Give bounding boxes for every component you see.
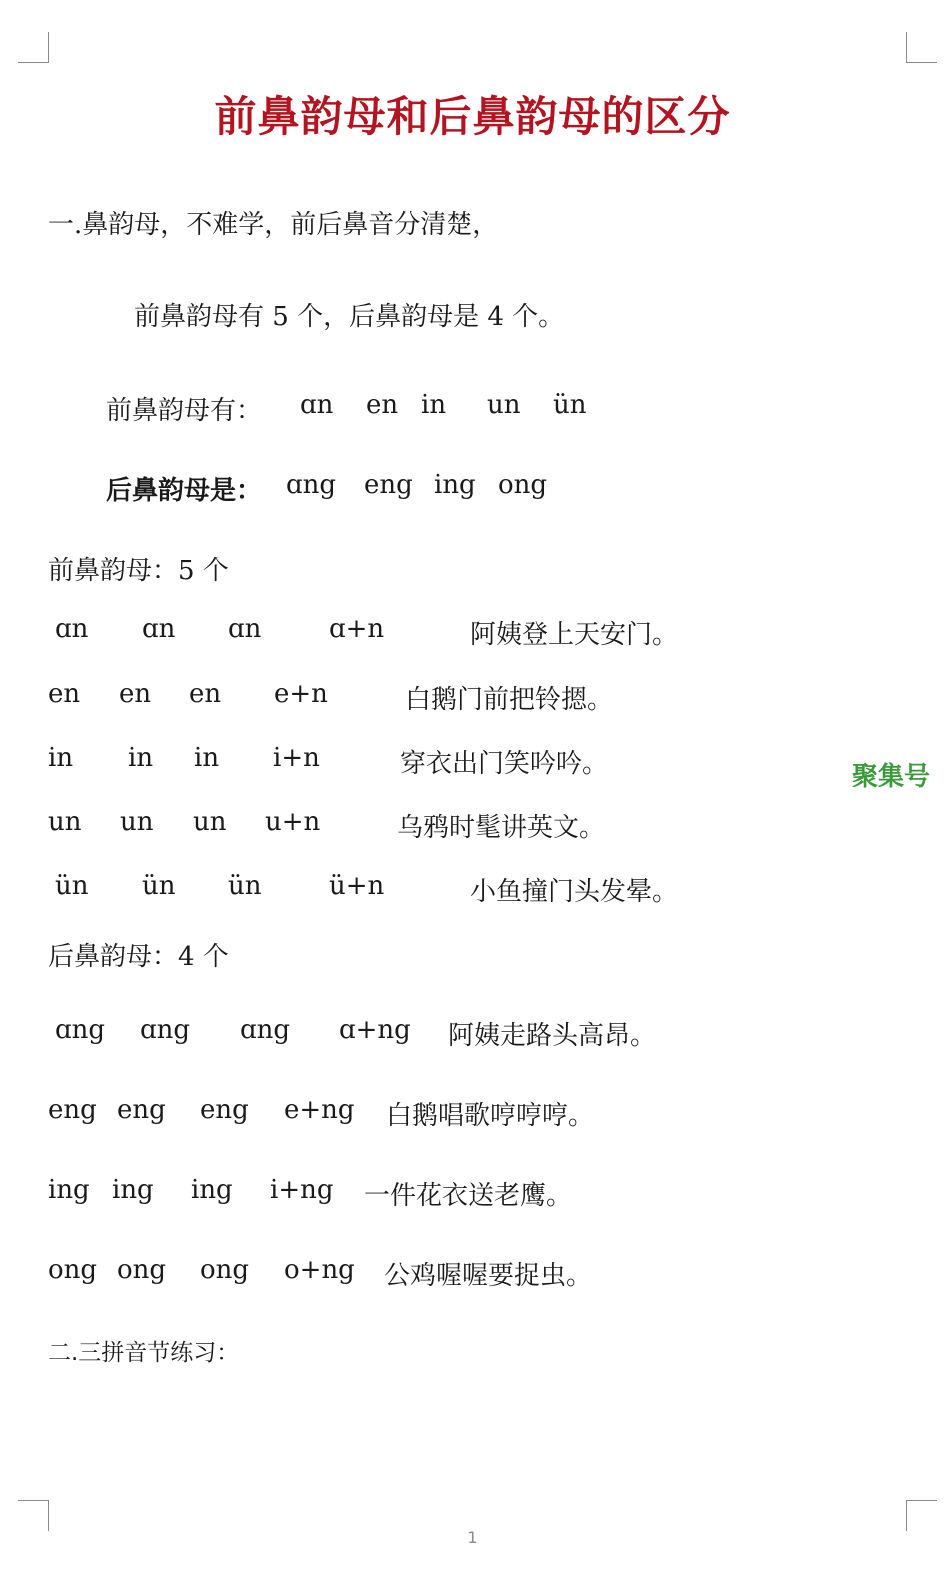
front-final: in: [421, 390, 447, 420]
back-final: ong: [498, 470, 548, 500]
crop-mark-top-right: [906, 32, 937, 63]
front-final: un: [487, 390, 521, 420]
crop-mark-top-left: [18, 32, 49, 63]
final-cell: ɑng: [140, 1015, 191, 1045]
final-cell: eng: [48, 1095, 97, 1125]
mnemonic-phrase: 穿衣出门笑吟吟。: [400, 749, 609, 779]
intro-line-2: 前鼻韵母有 5 个，后鼻韵母是 4 个。: [134, 302, 565, 332]
back-finals-label: 后鼻韵母是：: [106, 476, 263, 506]
final-cell: ün: [55, 871, 89, 901]
section-2-heading: 二.三拼音节练习：: [48, 1340, 240, 1366]
final-cell: ɑng: [240, 1015, 291, 1045]
front-final: ün: [553, 390, 587, 420]
final-cell: ɑn: [142, 614, 176, 644]
final-cell: ɑn: [55, 614, 89, 644]
final-cell: en: [189, 679, 222, 709]
front-finals-line: [0, 390, 945, 430]
front-section-heading: 前鼻韵母：5 个: [48, 556, 229, 586]
mnemonic-phrase: 阿姨走路头高昂。: [448, 1021, 657, 1051]
final-cell: in: [194, 743, 220, 773]
final-cell: un: [193, 807, 227, 837]
final-cell: un: [48, 807, 82, 837]
final-cell: ong: [200, 1255, 250, 1285]
formula-cell: e+n: [274, 679, 328, 709]
formula-cell: o+ng: [284, 1255, 355, 1285]
formula-cell: ü+n: [329, 871, 385, 901]
formula-cell: i+ng: [270, 1175, 334, 1205]
formula-cell: ɑ+ng: [339, 1015, 411, 1045]
page-title: 前鼻韵母和后鼻韵母的区分: [214, 92, 731, 141]
intro-line-1: 一.鼻韵母，不难学，前后鼻音分清楚，: [48, 210, 499, 240]
final-cell: un: [120, 807, 154, 837]
formula-cell: ɑ+n: [329, 614, 385, 644]
mnemonic-phrase: 阿姨登上天安门。: [470, 620, 679, 650]
final-cell: ing: [191, 1175, 233, 1205]
back-finals-line: [0, 470, 945, 510]
front-final: ɑn: [300, 390, 334, 420]
final-cell: eng: [117, 1095, 166, 1125]
back-section-heading: 后鼻韵母：4 个: [48, 942, 229, 972]
mnemonic-phrase: 乌鸦时髦讲英文。: [397, 813, 606, 843]
back-row: [0, 1175, 945, 1215]
mnemonic-phrase: 公鸡喔喔要捉虫。: [384, 1261, 593, 1291]
front-final: en: [366, 390, 399, 420]
back-row: [0, 1255, 945, 1295]
mnemonic-phrase: 白鹅唱歌哼哼哼。: [386, 1101, 595, 1131]
back-final: ɑng: [286, 470, 337, 500]
front-row: [0, 871, 945, 911]
back-final: eng: [364, 470, 413, 500]
front-finals-label: 前鼻韵母有：: [106, 396, 263, 426]
final-cell: en: [119, 679, 152, 709]
final-cell: eng: [200, 1095, 249, 1125]
formula-cell: u+n: [265, 807, 321, 837]
mnemonic-phrase: 一件花衣送老鹰。: [364, 1181, 573, 1211]
watermark: 聚集号: [852, 762, 931, 792]
back-row: [0, 1095, 945, 1135]
mnemonic-phrase: 白鹅门前把铃摁。: [405, 685, 614, 715]
final-cell: ün: [142, 871, 176, 901]
front-row: [0, 614, 945, 654]
final-cell: ong: [117, 1255, 167, 1285]
crop-mark-bottom-left: [18, 1500, 49, 1531]
final-cell: ɑng: [55, 1015, 106, 1045]
final-cell: in: [48, 743, 74, 773]
mnemonic-phrase: 小鱼撞门头发晕。: [470, 877, 679, 907]
back-row: [0, 1015, 945, 1055]
final-cell: ün: [228, 871, 262, 901]
final-cell: ing: [112, 1175, 154, 1205]
final-cell: ɑn: [228, 614, 262, 644]
crop-mark-bottom-right: [906, 1500, 937, 1531]
final-cell: en: [48, 679, 81, 709]
final-cell: ing: [48, 1175, 90, 1205]
front-row: [0, 807, 945, 847]
final-cell: in: [128, 743, 154, 773]
formula-cell: i+n: [273, 743, 320, 773]
page-number: 1: [467, 1528, 478, 1547]
front-row: [0, 679, 945, 719]
back-final: ing: [434, 470, 476, 500]
final-cell: ong: [48, 1255, 98, 1285]
formula-cell: e+ng: [284, 1095, 355, 1125]
front-row: [0, 743, 945, 783]
